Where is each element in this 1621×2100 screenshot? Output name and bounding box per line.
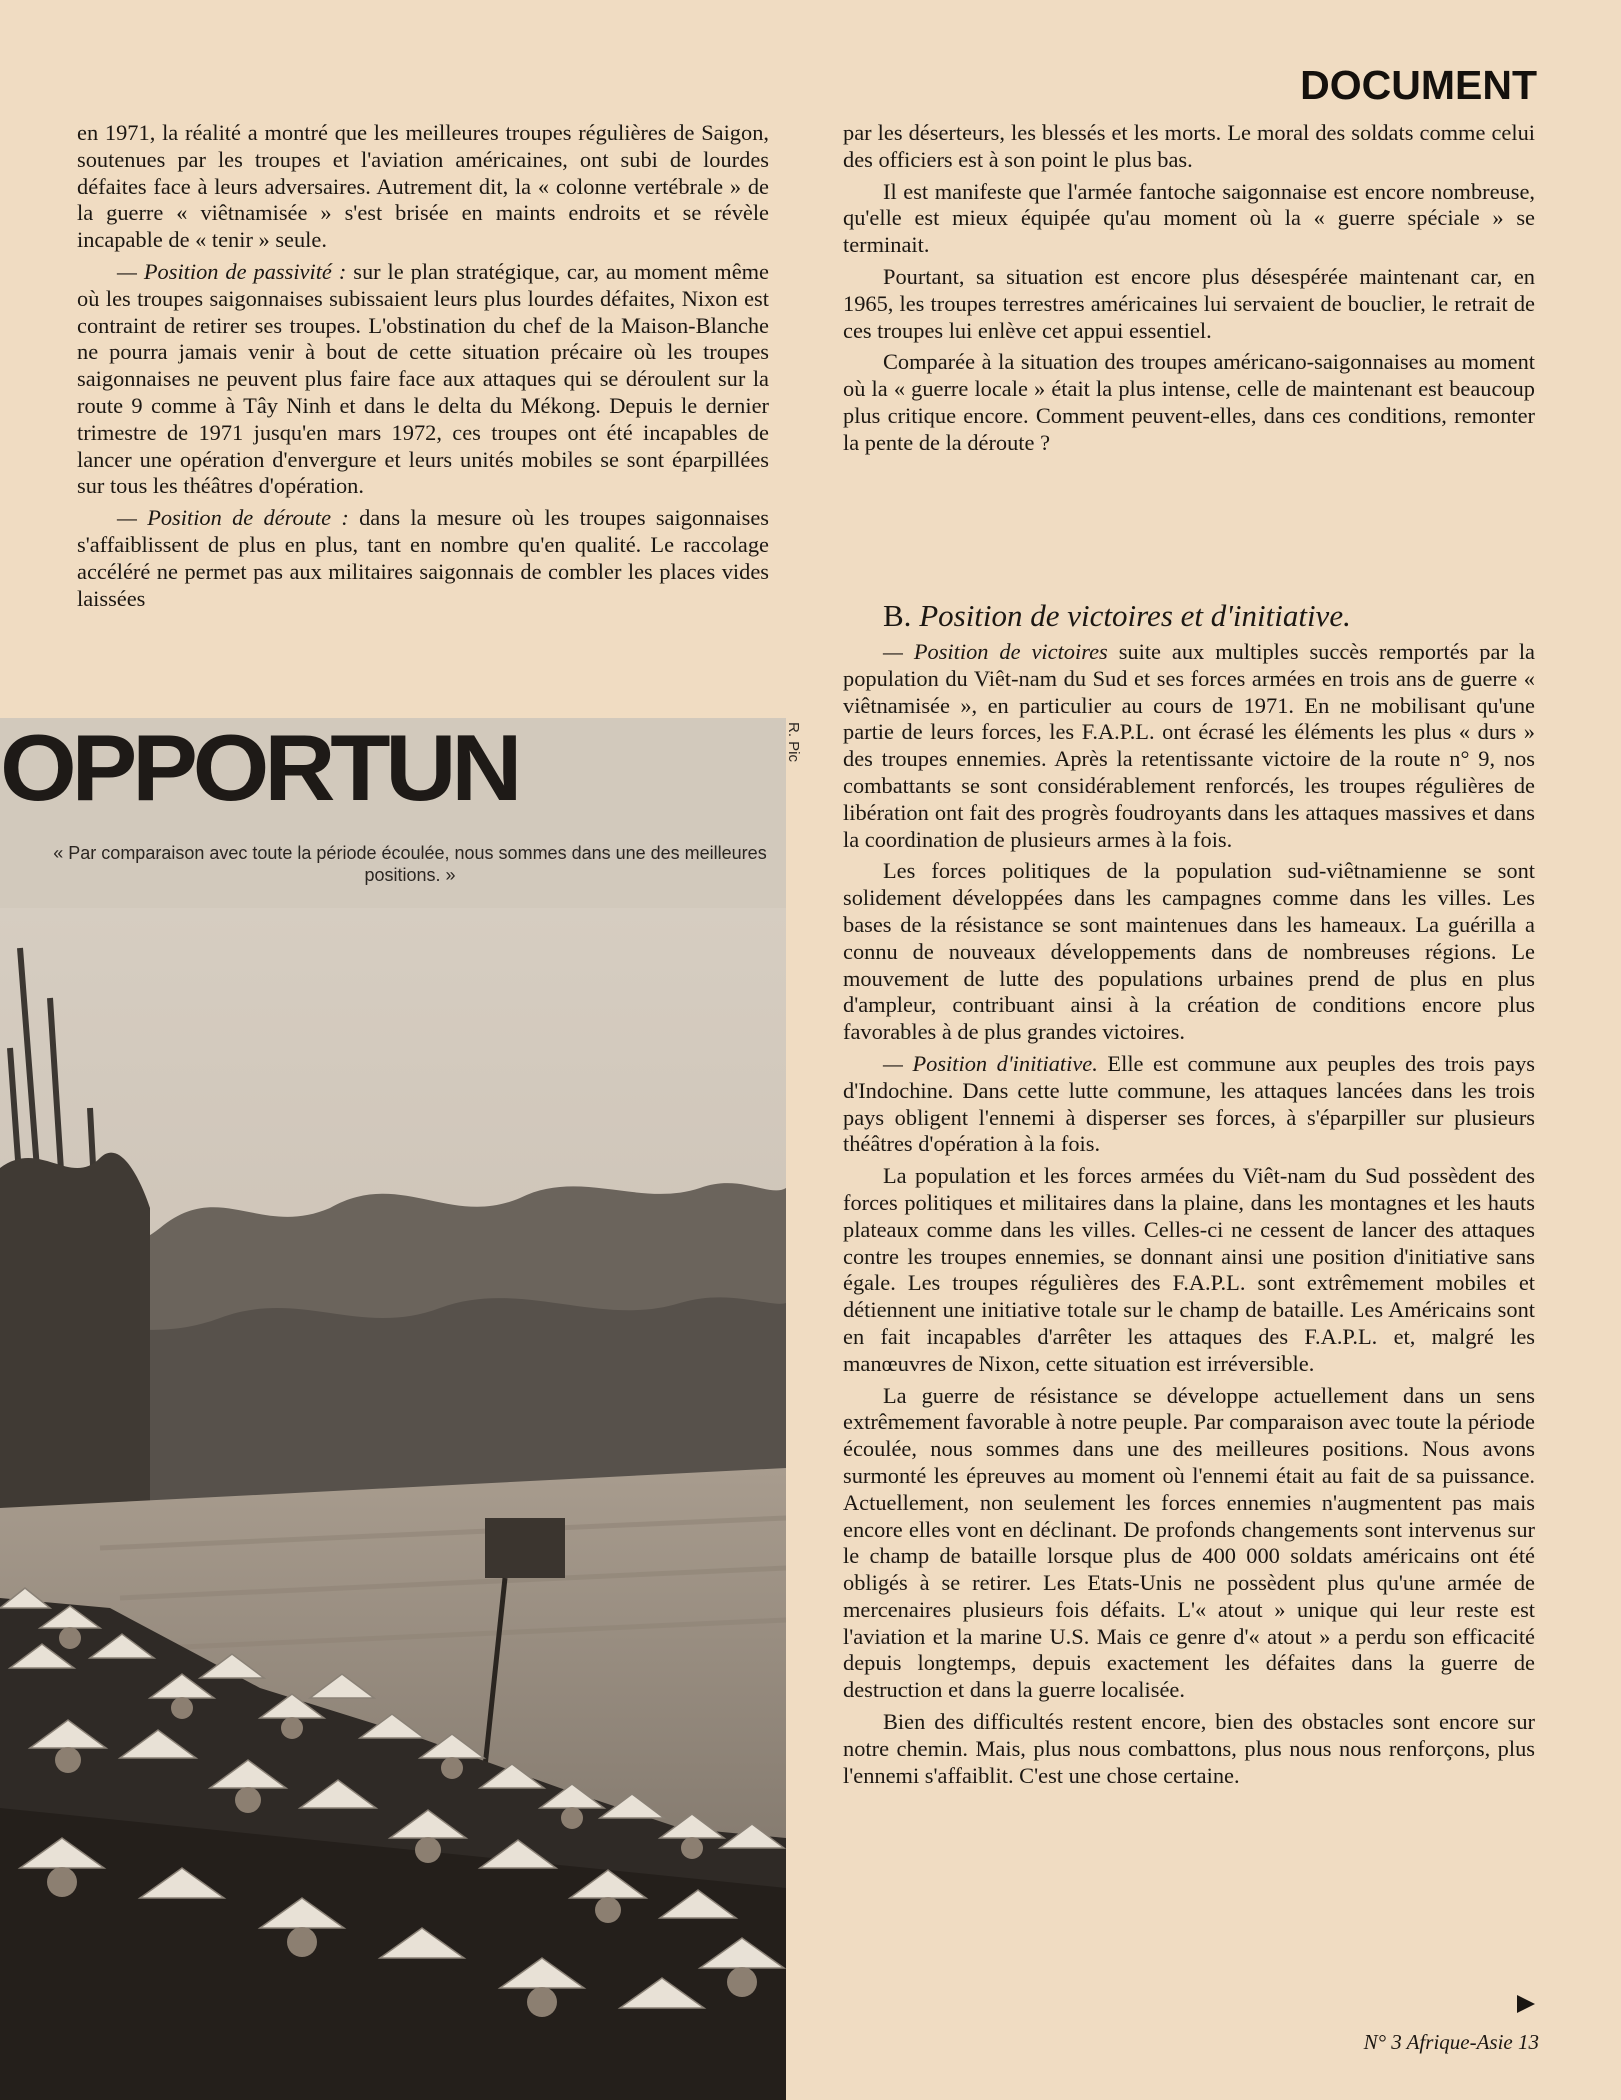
victories-label: — Position de victoires bbox=[883, 639, 1108, 664]
page-footer: N° 3 Afrique-Asie 13 bbox=[1363, 2030, 1539, 2054]
left-paragraph-2 bbox=[77, 259, 769, 500]
section-b-heading bbox=[843, 598, 1535, 634]
right-paragraph-3: Pourtant, sa situation est encore plus désespérée maintenant car, en 1965, les troupes terrestres américaines lui servaient de bouclier, le retrait de ces troupes lui enlève cet appui essentiel. bbox=[843, 263, 1535, 343]
resistance-paragraph: La guerre de résistance se développe actuellement dans un sens extrêmement favorable à notre peuple. Par comparaison avec toute la période écoulée, nous sommes dans une des meilleures positions. Nous avons surmonté les épreuves au moment où l'ennemi était au fait de sa puissance. Actuellement, non seulement les forces ennemies n'augmentent pas mais encore elles vont en déclinant. De profonds changements sont intervenus sur le champ de bataille lorsque plus de 400 000 soldats américains ont été obligés à se retirer. Les Etats-Unis ne possèdent plus qu'une armée de mercenaires plusieurs fois défaits. L'« atout » unique qui leur reste est l'aviation et la marine U.S. Mais ce genre d'« atout » a perdu son efficacité depuis longtemps, depuis exactement les défaites dans la guerre de destruction et dans la guerre localisée. bbox=[843, 1382, 1535, 1703]
right-paragraph-4: Comparée à la situation des troupes américano-saigonnaises au moment où la « guerre locale » était la plus intense, celle de maintenant est beaucoup plus critique encore. Comment peuvent-elles, dans ces conditions, remonter la pente de la déroute ? bbox=[843, 349, 1535, 455]
left-paragraph-1: en 1971, la réalité a montré que les meilleures troupes régulières de Saigon, soutenues par les troupes et l'aviation américaines, ont subi de lourdes défaites face à leurs adversaires. Autrement dit, la « colonne vertébrale » de la guerre « viêtnamisée » s'est brisée en maints endroits et se révèle incapable de « tenir » seule. bbox=[77, 120, 769, 253]
closing-paragraph: Bien des difficultés restent encore, bien des obstacles sont encore sur notre chemin. Mais, plus nous combattons, plus nous nous renforçons, plus l'ennemi s'affaiblit. C'est une chose certaine. bbox=[843, 1709, 1535, 1788]
victories-text: suite aux multiples succès remportés par la population du Viêt-nam du Sud et ses forces armées en trois ans de guerre « viêtnamisée », en particulier au cours de 1971. En ne mobilisant qu'une partie de leurs forces, les F.A.P.L. ont écrasé les éléments les plus « durs » des troupes ennemies. Après la retentissante victoire de la route n° 9, nos combattants se sont considérablement renforcés, les troupes régulières de libération ont fait des progrès foudroyants dans les attaques massives et dans la coordination de plusieurs armes à la fois. bbox=[843, 639, 1535, 852]
photo-caption: « Par comparaison avec toute la période écoulée, nous sommes dans une des meilleures positions. » bbox=[53, 843, 767, 885]
rout-text: dans la mesure où les troupes saigonnaises s'affaiblissent de plus en plus, tant en nombre qu'en qualité. Le raccolage accéléré ne permet pas aux militaires saigonnais de combler les places vides laissées bbox=[77, 505, 769, 611]
victories-paragraph bbox=[843, 639, 1535, 853]
right-paragraph-2: Il est manifeste que l'armée fantoche saigonnaise est encore nombreuse, qu'elle est mieux équipée qu'au moment où la « guerre spéciale » se terminait. bbox=[843, 178, 1535, 258]
section-b-title: Position de victoires et d'initiative. bbox=[919, 598, 1351, 633]
initiative-paragraph bbox=[843, 1051, 1535, 1158]
initiative-label: — Position d'initiative. bbox=[883, 1050, 1098, 1076]
photo-block bbox=[0, 718, 786, 2100]
left-column bbox=[77, 120, 769, 690]
section-label: DOCUMENT bbox=[1300, 62, 1537, 108]
passivity-text: sur le plan stratégique, car, au moment même où les troupes saigonnaises subissaient leurs plus lourdes défaites, Nixon est contraint de retirer ses troupes. L'obstination du chef de la Maison-Blanche ne pourra jamais venir à bout de cette situation précaire où les troupes saigonnaises ne peuvent plus faire face aux attaques qui se déroulent sur la route 9 comme à Tây Ninh et dans le delta du Mékong. Depuis le dernier trimestre de 1971 jusqu'en mars 1972, ces troupes ont été incapables de lancer une opération d'envergure et leurs unités mobiles se sont éparpillées sur tous les théâtres d'opération. bbox=[77, 258, 769, 499]
photo-title: OPPORTUN bbox=[0, 718, 518, 820]
photo-credit: R. Pic bbox=[785, 722, 802, 763]
initiative-text: Elle est commune aux peuples des trois pays d'Indochine. Dans cette lutte commune, les attaques lancées dans les trois pays obligent l'ennemi à disperser ses forces, à s'éparpiller sur plusieurs théâtres d'opération à la fois. bbox=[843, 1050, 1535, 1157]
rout-label: — Position de déroute : bbox=[117, 505, 349, 531]
continue-arrow-icon bbox=[1517, 1995, 1535, 2013]
armed-forces-paragraph: La population et les forces armées du Viêt-nam du Sud possèdent des forces politiques et militaires dans la plaine, dans les montagnes et les hauts plateaux comme dans les villes. Celles-ci ne cessent de lancer des attaques contre les troupes ennemies, se donnant ainsi une position d'initiative sans égale. Les troupes régulières des F.A.P.L. sont extrêmement mobiles et détiennent une initiative totale sur le champ de bataille. Les Américains sont en fait incapables d'arrêter les attaques des F.A.P.L. et, malgré les manœuvres de Nixon, cette situation est irréversible. bbox=[843, 1163, 1535, 1376]
right-column-top bbox=[843, 120, 1535, 457]
left-paragraph-3 bbox=[77, 505, 769, 612]
political-forces-paragraph: Les forces politiques de la population sud-viêtnamienne se sont solidement développées dans les campagnes comme dans les villes. Les bases de la résistance se sont maintenues dans les hameaux. La guérilla a connu de nouveaux développements dans de nombreuses régions. Le mouvement de lutte des populations urbaines prend de plus en plus d'ampleur, contribuant ainsi à la création de conditions encore plus favorables à de plus grandes victoires. bbox=[843, 858, 1535, 1045]
crowd-photo bbox=[0, 908, 786, 2100]
passivity-label: — Position de passivité : bbox=[117, 258, 347, 284]
right-paragraph-1: par les déserteurs, les blessés et les morts. Le moral des soldats comme celui des officiers est à son point le plus bas. bbox=[843, 120, 1535, 172]
right-column-bottom bbox=[843, 598, 1535, 1789]
section-b-prefix: B. bbox=[883, 598, 912, 633]
